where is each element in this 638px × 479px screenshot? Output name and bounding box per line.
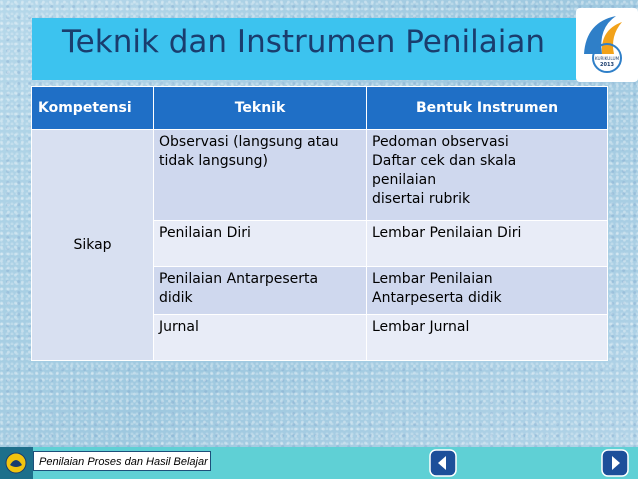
instrumen-cell xyxy=(367,315,608,361)
cell-line: Jurnal xyxy=(159,319,199,335)
instrumen-cell xyxy=(367,130,608,221)
cell-line: Lembar Penilaian Diri xyxy=(372,225,522,241)
teknik-cell xyxy=(154,130,367,221)
assessment-table xyxy=(31,86,607,361)
emblem-icon xyxy=(5,452,27,474)
kurikulum-logo xyxy=(576,8,638,82)
logo-text: KURIKULUM xyxy=(594,56,620,61)
cell-line: Observasi (langsung atau xyxy=(159,134,339,150)
header-kompetensi: Kompetensi xyxy=(32,87,154,130)
teknik-cell xyxy=(154,315,367,361)
instrumen-cell xyxy=(367,267,608,315)
table-header-row xyxy=(32,87,608,130)
header-bentuk-instrumen: Bentuk Instrumen xyxy=(367,87,608,130)
cell-line: penilaian xyxy=(372,172,437,188)
cell-line: Penilaian Antarpeserta xyxy=(159,271,319,287)
header-teknik: Teknik xyxy=(154,87,367,130)
kurikulum-logo-icon xyxy=(576,8,638,82)
cell-line: didik xyxy=(159,290,193,306)
arrow-left-icon[interactable] xyxy=(429,449,457,477)
arrow-right-icon[interactable] xyxy=(601,449,629,477)
slide-title: Teknik dan Instrumen Penilaian xyxy=(62,24,545,60)
cell-line: Lembar Jurnal xyxy=(372,319,470,335)
footer-label: Penilaian Proses dan Hasil Belajar xyxy=(33,451,211,471)
cell-line: Daftar cek dan skala xyxy=(372,153,517,169)
table-row xyxy=(32,130,608,221)
svg-text:2013: 2013 xyxy=(600,62,614,68)
teknik-cell xyxy=(154,267,367,315)
cell-line: Antarpeserta didik xyxy=(372,290,502,306)
cell-line: Lembar Penilaian xyxy=(372,271,493,287)
kompetensi-cell: Sikap xyxy=(32,130,154,361)
cell-line: Pedoman observasi xyxy=(372,134,509,150)
instrumen-cell xyxy=(367,221,608,267)
cell-line: Penilaian Diri xyxy=(159,225,251,241)
cell-line: disertai rubrik xyxy=(372,191,471,207)
teknik-cell xyxy=(154,221,367,267)
cell-line: tidak langsung) xyxy=(159,153,269,169)
